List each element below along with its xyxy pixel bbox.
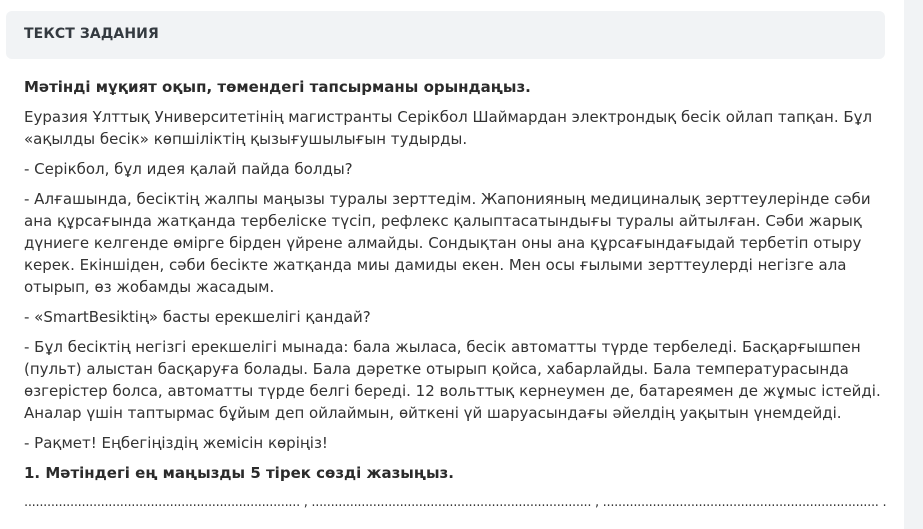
- text-paragraph-question-1: - Серікбол, бұл идея қалай пайда болды?: [24, 160, 353, 178]
- task-text-header: [6, 11, 885, 59]
- answer-blanks: ........................................................................ , ......................................................................... , ........................................................................ .: [24, 495, 887, 510]
- task-instruction: Мәтінді мұқият оқып, төмендегі тапсырманы орындаңыз.: [24, 78, 531, 96]
- text-paragraph-thanks: - Рақмет! Еңбегіңіздің жемісін көріңіз!: [24, 434, 328, 452]
- text-paragraph-question-2: - «SmartBesiktің» басты ерекшелігі қандай?: [24, 308, 371, 326]
- text-paragraph-intro: Еуразия Ұлттық Университетінің магистранты Серікбол Шаймардан электрондық бесік ойлап тапқан. Бұл «ақылды бесік» көпшіліктің қызығушылығын тудырды.: [24, 108, 873, 148]
- task-question: 1. Мәтіндегі ең маңызды 5 тірек сөзді жазыңыз.: [24, 464, 454, 482]
- task-content: [24, 76, 887, 522]
- task-text-title: ТЕКСТ ЗАДАНИЯ: [24, 26, 159, 42]
- text-paragraph-answer-1: - Алғашында, бесіктің жалпы маңызы туралы зерттедім. Жапонияның медициналық зерттеулерінде сәби ана құрсағында жатқанда тербеліске түсіп, рефлекс қалыптасатындығы туралы айтылған. Сәби жарық дүниеге келгенде өмірге бірден үйрене алмайды. Сондықтан оны ана құрсағындағыдай тербетіп отыру керек. Екіншіден, сәби бесікте жатқанда миы дамиды екен. Мен осы ғылыми зерттеулерді негізге ала отырып, өз жобамды жасадым.: [24, 190, 871, 296]
- scrollbar-track[interactable]: [904, 0, 923, 529]
- text-paragraph-answer-2: - Бұл бесіктің негізгі ерекшелігі мынада: бала жыласа, бесік автоматты түрде тербеледі. Басқарғышпен (пульт) алыстан басқаруға болады. Бала дәретке отырып қойса, хабарлайды. Бала температурасында өзгерістер болса, автоматты түрде белгі береді. 12 вольттық кернеумен де, батареямен де жұмыс істейді. Аналар үшін таптырмас бұйым деп ойлаймын, өйткені үй шаруасындағы әйелдің уақытын үнемдейді.: [24, 338, 881, 422]
